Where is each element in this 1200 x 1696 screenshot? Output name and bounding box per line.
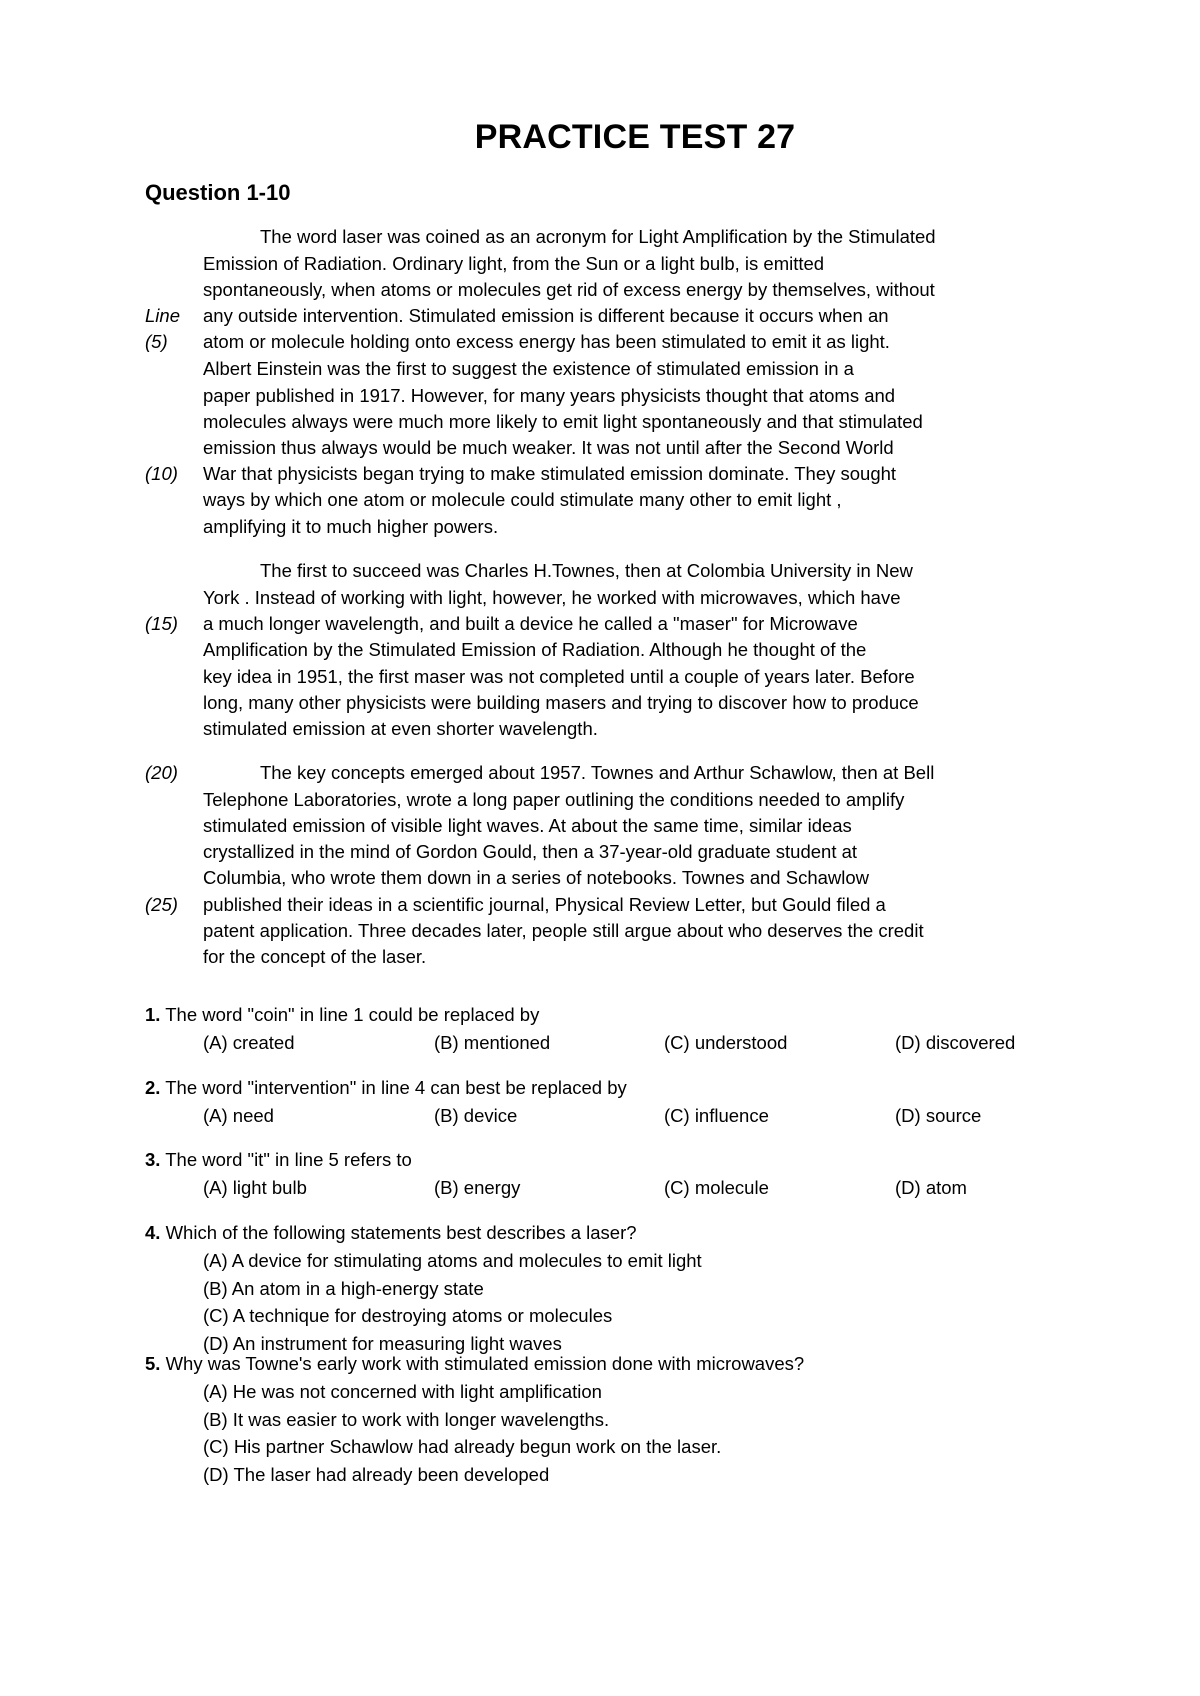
passage-text: Telephone Laboratories, wrote a long paper outlining the conditions needed to amplify — [203, 789, 905, 810]
answer-option-row — [0, 1461, 1200, 1488]
answer-option[interactable]: (A) created — [203, 1032, 295, 1053]
passage-text: spontaneously, when atoms or molecules get rid of excess energy by themselves, without — [203, 279, 935, 300]
passage-line — [0, 434, 1200, 461]
answer-option-row — [0, 1302, 1200, 1329]
question-5 — [0, 1350, 1200, 1377]
passage-text: paper published in 1917. However, for many years physicists thought that atoms and — [203, 385, 896, 406]
line-number: (25) — [145, 894, 178, 915]
answer-option[interactable]: (C) molecule — [664, 1177, 769, 1198]
answer-option[interactable]: (B) An atom in a high-energy state — [203, 1277, 484, 1299]
line-number: (20) — [145, 762, 178, 783]
question-number: 1. — [145, 1004, 161, 1025]
passage-text: key idea in 1951, the first maser was not completed until a couple of years later. Before — [203, 666, 915, 687]
question-3 — [0, 1146, 1200, 1173]
passage-text: amplifying it to much higher powers. — [203, 516, 499, 537]
passage-text: Amplification by the Stimulated Emission of Radiation. Although he thought of the — [203, 639, 867, 660]
passage-text: Albert Einstein was the first to suggest the existence of stimulated emission in a — [203, 358, 854, 379]
page-title: PRACTICE TEST 27 — [474, 118, 796, 156]
passage-line — [0, 943, 1200, 970]
question-2 — [0, 1074, 1200, 1101]
passage-text: War that physicists began trying to make stimulated emission dominate. They sought — [203, 463, 897, 484]
passage-text: any outside intervention. Stimulated emission is different because it occurs when an — [203, 305, 889, 326]
question-number: 4. — [145, 1222, 161, 1243]
passage-line — [0, 408, 1200, 435]
question-number: 5. — [145, 1353, 161, 1374]
passage-text: The first to succeed was Charles H.Townes, then at Colombia University in New — [260, 560, 913, 581]
question-stem — [145, 1001, 539, 1028]
passage-text: ways by which one atom or molecule could stimulate many other to emit light , — [203, 489, 842, 510]
passage-line — [0, 663, 1200, 690]
passage-text: crystallized in the mind of Gordon Gould, then a 37-year-old graduate student at — [203, 841, 858, 862]
passage-line — [0, 584, 1200, 611]
passage-line — [0, 610, 1200, 637]
answer-option[interactable]: (D) An instrument for measuring light waves — [203, 1332, 562, 1354]
passage-line — [0, 812, 1200, 839]
passage-text: atom or molecule holding onto excess energy has been stimulated to emit it as light. — [203, 331, 890, 352]
passage-text: Columbia, who wrote them down in a series of notebooks. Townes and Schawlow — [203, 867, 870, 888]
passage-text: a much longer wavelength, and built a device he called a "maser" for Microwave — [203, 613, 858, 634]
answer-option[interactable]: (C) A technique for destroying atoms or molecules — [203, 1305, 613, 1326]
answer-option[interactable]: (A) He was not concerned with light amplification — [203, 1381, 602, 1402]
answer-option[interactable]: (A) light bulb — [203, 1177, 307, 1198]
answer-option[interactable]: (D) The laser had already been developed — [203, 1463, 550, 1485]
passage-text: emission thus always would be much weaker. It was not until after the Second World — [203, 437, 894, 458]
passage-line — [0, 460, 1200, 487]
answer-option[interactable]: (C) understood — [664, 1032, 788, 1053]
passage-text: long, many other physicists were building masers and trying to discover how to produce — [203, 692, 919, 713]
passage-line — [0, 223, 1200, 250]
line-number: (10) — [145, 463, 178, 484]
answer-option[interactable]: (D) atom — [895, 1177, 967, 1198]
answer-option-row — [0, 1378, 1200, 1405]
answer-option[interactable]: (B) device — [434, 1105, 518, 1126]
line-number: (15) — [145, 613, 178, 634]
answer-option-row — [0, 1275, 1200, 1302]
passage-text: molecules always were much more likely to emit light spontaneously and that stimulated — [203, 411, 923, 432]
passage-line — [0, 636, 1200, 663]
question-text: Which of the following statements best describes a laser? — [160, 1222, 637, 1243]
passage-text: stimulated emission of visible light waves. At about the same time, similar ideas — [203, 815, 852, 836]
line-number: Line — [145, 305, 180, 326]
passage-line — [0, 786, 1200, 813]
passage-line — [0, 486, 1200, 513]
passage-text: published their ideas in a scientific journal, Physical Review Letter, but Gould filed a — [203, 894, 886, 915]
answer-option-row — [0, 1406, 1200, 1433]
passage-text: Emission of Radiation. Ordinary light, from the Sun or a light bulb, is emitted — [203, 253, 825, 274]
answer-option[interactable]: (C) His partner Schawlow had already begun work on the laser. — [203, 1436, 722, 1457]
section-heading: Question 1-10 — [145, 180, 291, 205]
passage-line — [0, 302, 1200, 329]
passage-text: for the concept of the laser. — [203, 946, 427, 967]
answer-options — [0, 1029, 1200, 1056]
question-stem — [145, 1350, 804, 1377]
question-text: Why was Towne's early work with stimulated emission done with microwaves? — [160, 1353, 805, 1374]
line-number: (5) — [145, 331, 168, 352]
answer-option[interactable]: (C) influence — [664, 1105, 769, 1126]
passage-line — [0, 250, 1200, 277]
answer-option[interactable]: (B) mentioned — [434, 1032, 551, 1053]
question-number: 2. — [145, 1077, 161, 1098]
answer-options — [0, 1102, 1200, 1129]
question-stem — [145, 1074, 627, 1101]
passage-line — [0, 759, 1200, 786]
passage-text: The word laser was coined as an acronym for Light Amplification by the Stimulated — [260, 226, 936, 247]
passage-line — [0, 276, 1200, 303]
passage-text: stimulated emission at even shorter wavelength. — [203, 718, 598, 739]
answer-option[interactable]: (A) need — [203, 1105, 274, 1126]
passage-line — [0, 557, 1200, 584]
question-stem — [145, 1146, 412, 1173]
passage-text: York . Instead of working with light, however, he worked with microwaves, which have — [203, 587, 901, 608]
answer-option[interactable]: (B) It was easier to work with longer wavelengths. — [203, 1408, 610, 1430]
answer-option[interactable]: (D) discovered — [895, 1032, 1016, 1053]
passage-line — [0, 891, 1200, 918]
question-text: The word "it" in line 5 refers to — [160, 1149, 412, 1170]
passage-line — [0, 328, 1200, 355]
passage-line — [0, 355, 1200, 382]
question-text: The word "coin" in line 1 could be replaced by — [160, 1004, 540, 1025]
answer-option[interactable]: (D) source — [895, 1105, 982, 1126]
answer-options — [0, 1174, 1200, 1201]
answer-option-row — [0, 1433, 1200, 1460]
passage-line — [0, 382, 1200, 409]
answer-option-row — [0, 1247, 1200, 1274]
question-stem — [145, 1219, 637, 1246]
passage-line — [0, 864, 1200, 891]
passage-text: patent application. Three decades later, people still argue about who deserves the credit — [203, 920, 924, 941]
passage-line — [0, 689, 1200, 716]
answer-option[interactable]: (A) A device for stimulating atoms and molecules to emit light — [203, 1250, 702, 1271]
passage-line — [0, 715, 1200, 742]
passage-line — [0, 513, 1200, 540]
question-number: 3. — [145, 1149, 161, 1170]
answer-option[interactable]: (B) energy — [434, 1177, 521, 1198]
question-text: The word "intervention" in line 4 can best be replaced by — [160, 1077, 627, 1098]
passage-text: The key concepts emerged about 1957. Townes and Arthur Schawlow, then at Bell — [260, 762, 935, 783]
question-4 — [0, 1219, 1200, 1246]
passage-line — [0, 838, 1200, 865]
question-1 — [0, 1001, 1200, 1028]
passage-line — [0, 917, 1200, 944]
